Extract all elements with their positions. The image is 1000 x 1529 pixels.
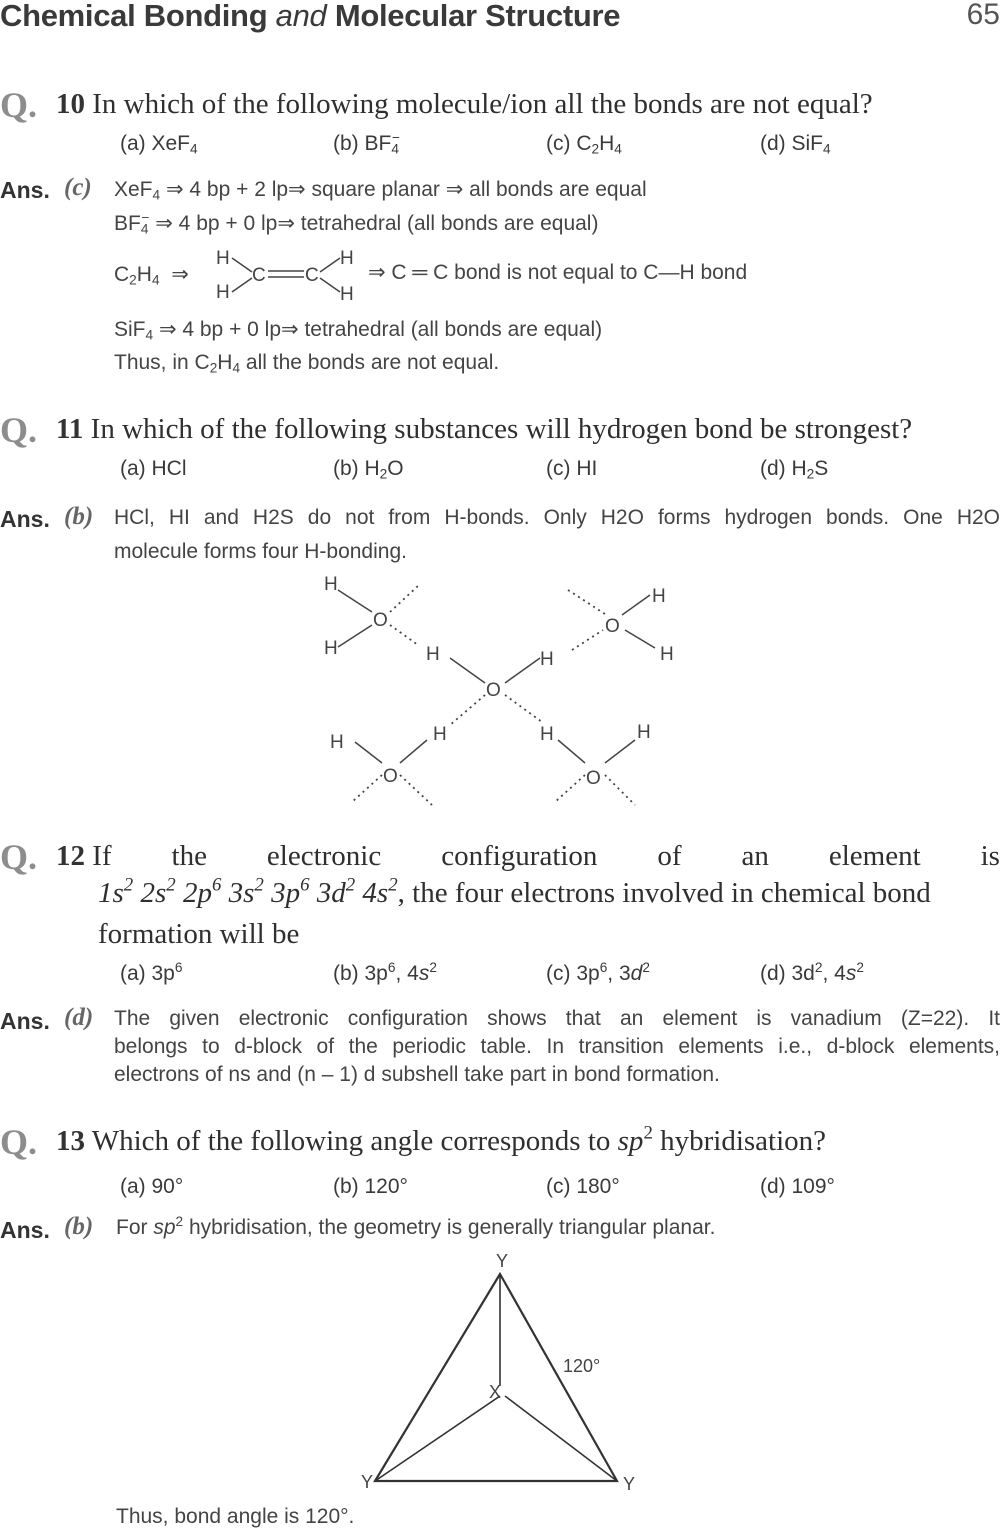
q13-option-c: (c) 180°	[546, 1175, 620, 1198]
q12-answer-key: (d)	[64, 1004, 94, 1031]
bond-line	[605, 740, 635, 763]
q13-conclusion: Thus, bond angle is 120°.	[116, 1505, 355, 1528]
atom-label: H	[324, 638, 338, 659]
atom-label: H	[660, 644, 674, 665]
h-bond-dotted	[352, 775, 382, 802]
q12-answer-line-3: electrons of ns and (n – 1) d subshell take part in bond formation.	[114, 1063, 720, 1086]
ethene-h-top-right: H	[340, 248, 354, 269]
atom-label: O	[383, 766, 398, 787]
q10-option-d: (d) SiF$_4$	[760, 132, 831, 157]
ethene-c-right: C	[305, 265, 319, 286]
q12-option-b: (b) $3p^6$, $4s^2$	[333, 959, 437, 985]
atom-label: H	[433, 724, 447, 745]
question-mark: Q.	[0, 410, 38, 450]
ethene-h-bottom-left: H	[216, 282, 230, 303]
q12-option-d: (d) $3d^2$, $4s^2$	[760, 959, 864, 985]
question-10-text: 10 In which of the following molecule/ion all the bonds are not equal?	[56, 88, 873, 120]
atom-x-center: X	[489, 1382, 502, 1402]
q10-answer-line-2: $BF_4^-$ ⇒ 4 bp + 0 lp⇒ tetrahedral (all bonds are equal)	[114, 209, 599, 237]
bond-line	[400, 740, 427, 763]
q10-answer-line-4: SiF$_4$ ⇒ 4 bp + 0 lp⇒ tetrahedral (all bonds are equal)	[114, 318, 603, 343]
q11-option-b: (b) $H_2O$	[333, 457, 404, 482]
q13-answer-label: Ans.	[0, 1217, 50, 1243]
trigonal-planar-diagram	[355, 1248, 655, 1498]
question-10	[0, 84, 37, 126]
q11-answer-key: (b)	[64, 503, 94, 530]
ethene-h-bottom-right: H	[340, 284, 354, 304]
bond-line	[558, 740, 585, 763]
h-bond-dotted	[400, 775, 432, 805]
q11-option-c: (c) HI	[546, 457, 598, 480]
h-bond-dotted	[390, 625, 418, 645]
question-11	[0, 409, 37, 451]
q13-option-b: (b) 120°	[333, 1175, 408, 1198]
q10-answer-key: (c)	[64, 174, 92, 201]
triangle-outline	[375, 1274, 617, 1481]
atom-y-top: Y	[496, 1251, 509, 1271]
q10-option-c: (c) $C_2H_4$	[546, 132, 622, 157]
ethene-ch-bond-4	[320, 278, 340, 292]
q10-answer-line-5: Thus, in $C_2H_4$ all the bonds are not equal.	[114, 351, 500, 376]
ethene-h-top-left: H	[216, 248, 230, 269]
atom-label: H	[426, 644, 440, 665]
atom-label: H	[637, 722, 651, 743]
atom-label: O	[486, 680, 501, 701]
atom-label: H	[652, 586, 666, 607]
bond-line	[505, 658, 540, 683]
q12-option-a: (a) $3p^6$	[120, 959, 183, 985]
atom-label: H	[330, 732, 344, 753]
q12-answer-line-1: The given electronic configuration shows that an element is vanadium (Z=22). It	[114, 1007, 1000, 1030]
question-11-text: 11 In which of the following substances will hydrogen bond be strongest?	[56, 413, 913, 445]
h-bond-dotted	[555, 775, 585, 802]
question-mark: Q.	[0, 85, 38, 125]
q11-option-a: (a) HCl	[120, 457, 187, 480]
atom-label: H	[540, 649, 554, 670]
water-hydrogen-bonding-diagram	[300, 570, 700, 820]
bond-line	[625, 630, 655, 648]
q10-option-a: (a) XeF$_4$	[120, 132, 198, 157]
question-12-line-3: formation will be	[98, 918, 300, 950]
question-13-text: 13 Which of the following angle corresponds to $sp^2$ hybridisation?	[56, 1122, 827, 1157]
ethene-ch-bond-1	[232, 258, 252, 272]
h-bond-dotted	[605, 775, 635, 805]
q13-answer-key: (b)	[64, 1213, 94, 1240]
h-bond-dotted	[572, 630, 603, 650]
ethene-ch-bond-3	[320, 258, 340, 272]
bond-x-right	[505, 1396, 617, 1481]
atom-y-right: Y	[623, 1474, 636, 1494]
atom-y-left: Y	[361, 1472, 374, 1492]
q12-answer-line-2: belongs to d-block of the periodic table. In transition elements i.e., d-block elements,	[114, 1035, 1000, 1058]
q10-ethene-formula: $C_2H_4$ ⇒	[114, 263, 189, 288]
page-header-title: Chemical Bonding and Molecular Structure	[0, 0, 621, 33]
ethene-ch-bond-2	[232, 278, 252, 292]
q11-answer-line-1: HCl, HI and H2S do not from H-bonds. Only H2O forms hydrogen bonds. One H2O	[114, 506, 1000, 529]
atom-label: H	[540, 724, 554, 745]
q13-option-a: (a) 90°	[120, 1175, 184, 1198]
atom-label: H	[324, 574, 338, 595]
question-12-line-1: 12 If the electronic configuration of an element is	[56, 840, 1000, 872]
page-number: 65	[966, 0, 1000, 31]
q13-option-d: (d) 109°	[760, 1175, 835, 1198]
bond-line	[338, 625, 372, 647]
q10-answer-label: Ans.	[0, 177, 50, 203]
bond-line	[622, 595, 650, 615]
h-bond-dotted	[450, 695, 485, 725]
ethene-structure-diagram	[212, 244, 372, 304]
bond-angle-label: 120°	[563, 1356, 601, 1376]
bond-line	[338, 590, 372, 612]
h-bond-dotted	[568, 590, 605, 614]
q12-answer-label: Ans.	[0, 1008, 50, 1034]
h-bond-dotted	[505, 695, 542, 722]
atom-label: O	[586, 768, 601, 789]
bond-x-left	[375, 1396, 500, 1481]
q11-option-d: (d) $H_2S$	[760, 457, 829, 482]
q12-option-c: (c) $3p^6$, $3d^2$	[546, 959, 650, 985]
question-13	[0, 1121, 37, 1163]
q13-answer-line-1: For $sp^2$ hybridisation, the geometry is generally triangular planar.	[116, 1213, 716, 1239]
q11-answer-label: Ans.	[0, 506, 50, 532]
question-12	[0, 836, 37, 878]
q10-option-b: (b) $BF_4^-$	[333, 129, 400, 157]
ethene-c-left: C	[252, 265, 266, 286]
question-12-line-2: $1s^2$ $2s^2$ $2p^6$ $3s^2$ $3p^6$ $3d^2$ $4s^2$, the four electrons involved in chemical bond	[98, 874, 931, 909]
question-mark: Q.	[0, 837, 38, 877]
bond-line	[450, 658, 485, 683]
atom-label: O	[373, 610, 388, 631]
q10-answer-line-1: XeF$_4$ ⇒ 4 bp + 2 lp⇒ square planar ⇒ all bonds are equal	[114, 178, 647, 203]
question-mark: Q.	[0, 1122, 38, 1162]
bond-line	[355, 742, 382, 763]
q10-answer-line-3: ⇒ C ═ C bond is not equal to C—H bond	[368, 261, 748, 284]
h-bond-dotted	[390, 584, 420, 612]
atom-label: O	[605, 616, 620, 637]
q11-answer-line-2: molecule forms four H-bonding.	[114, 540, 407, 563]
